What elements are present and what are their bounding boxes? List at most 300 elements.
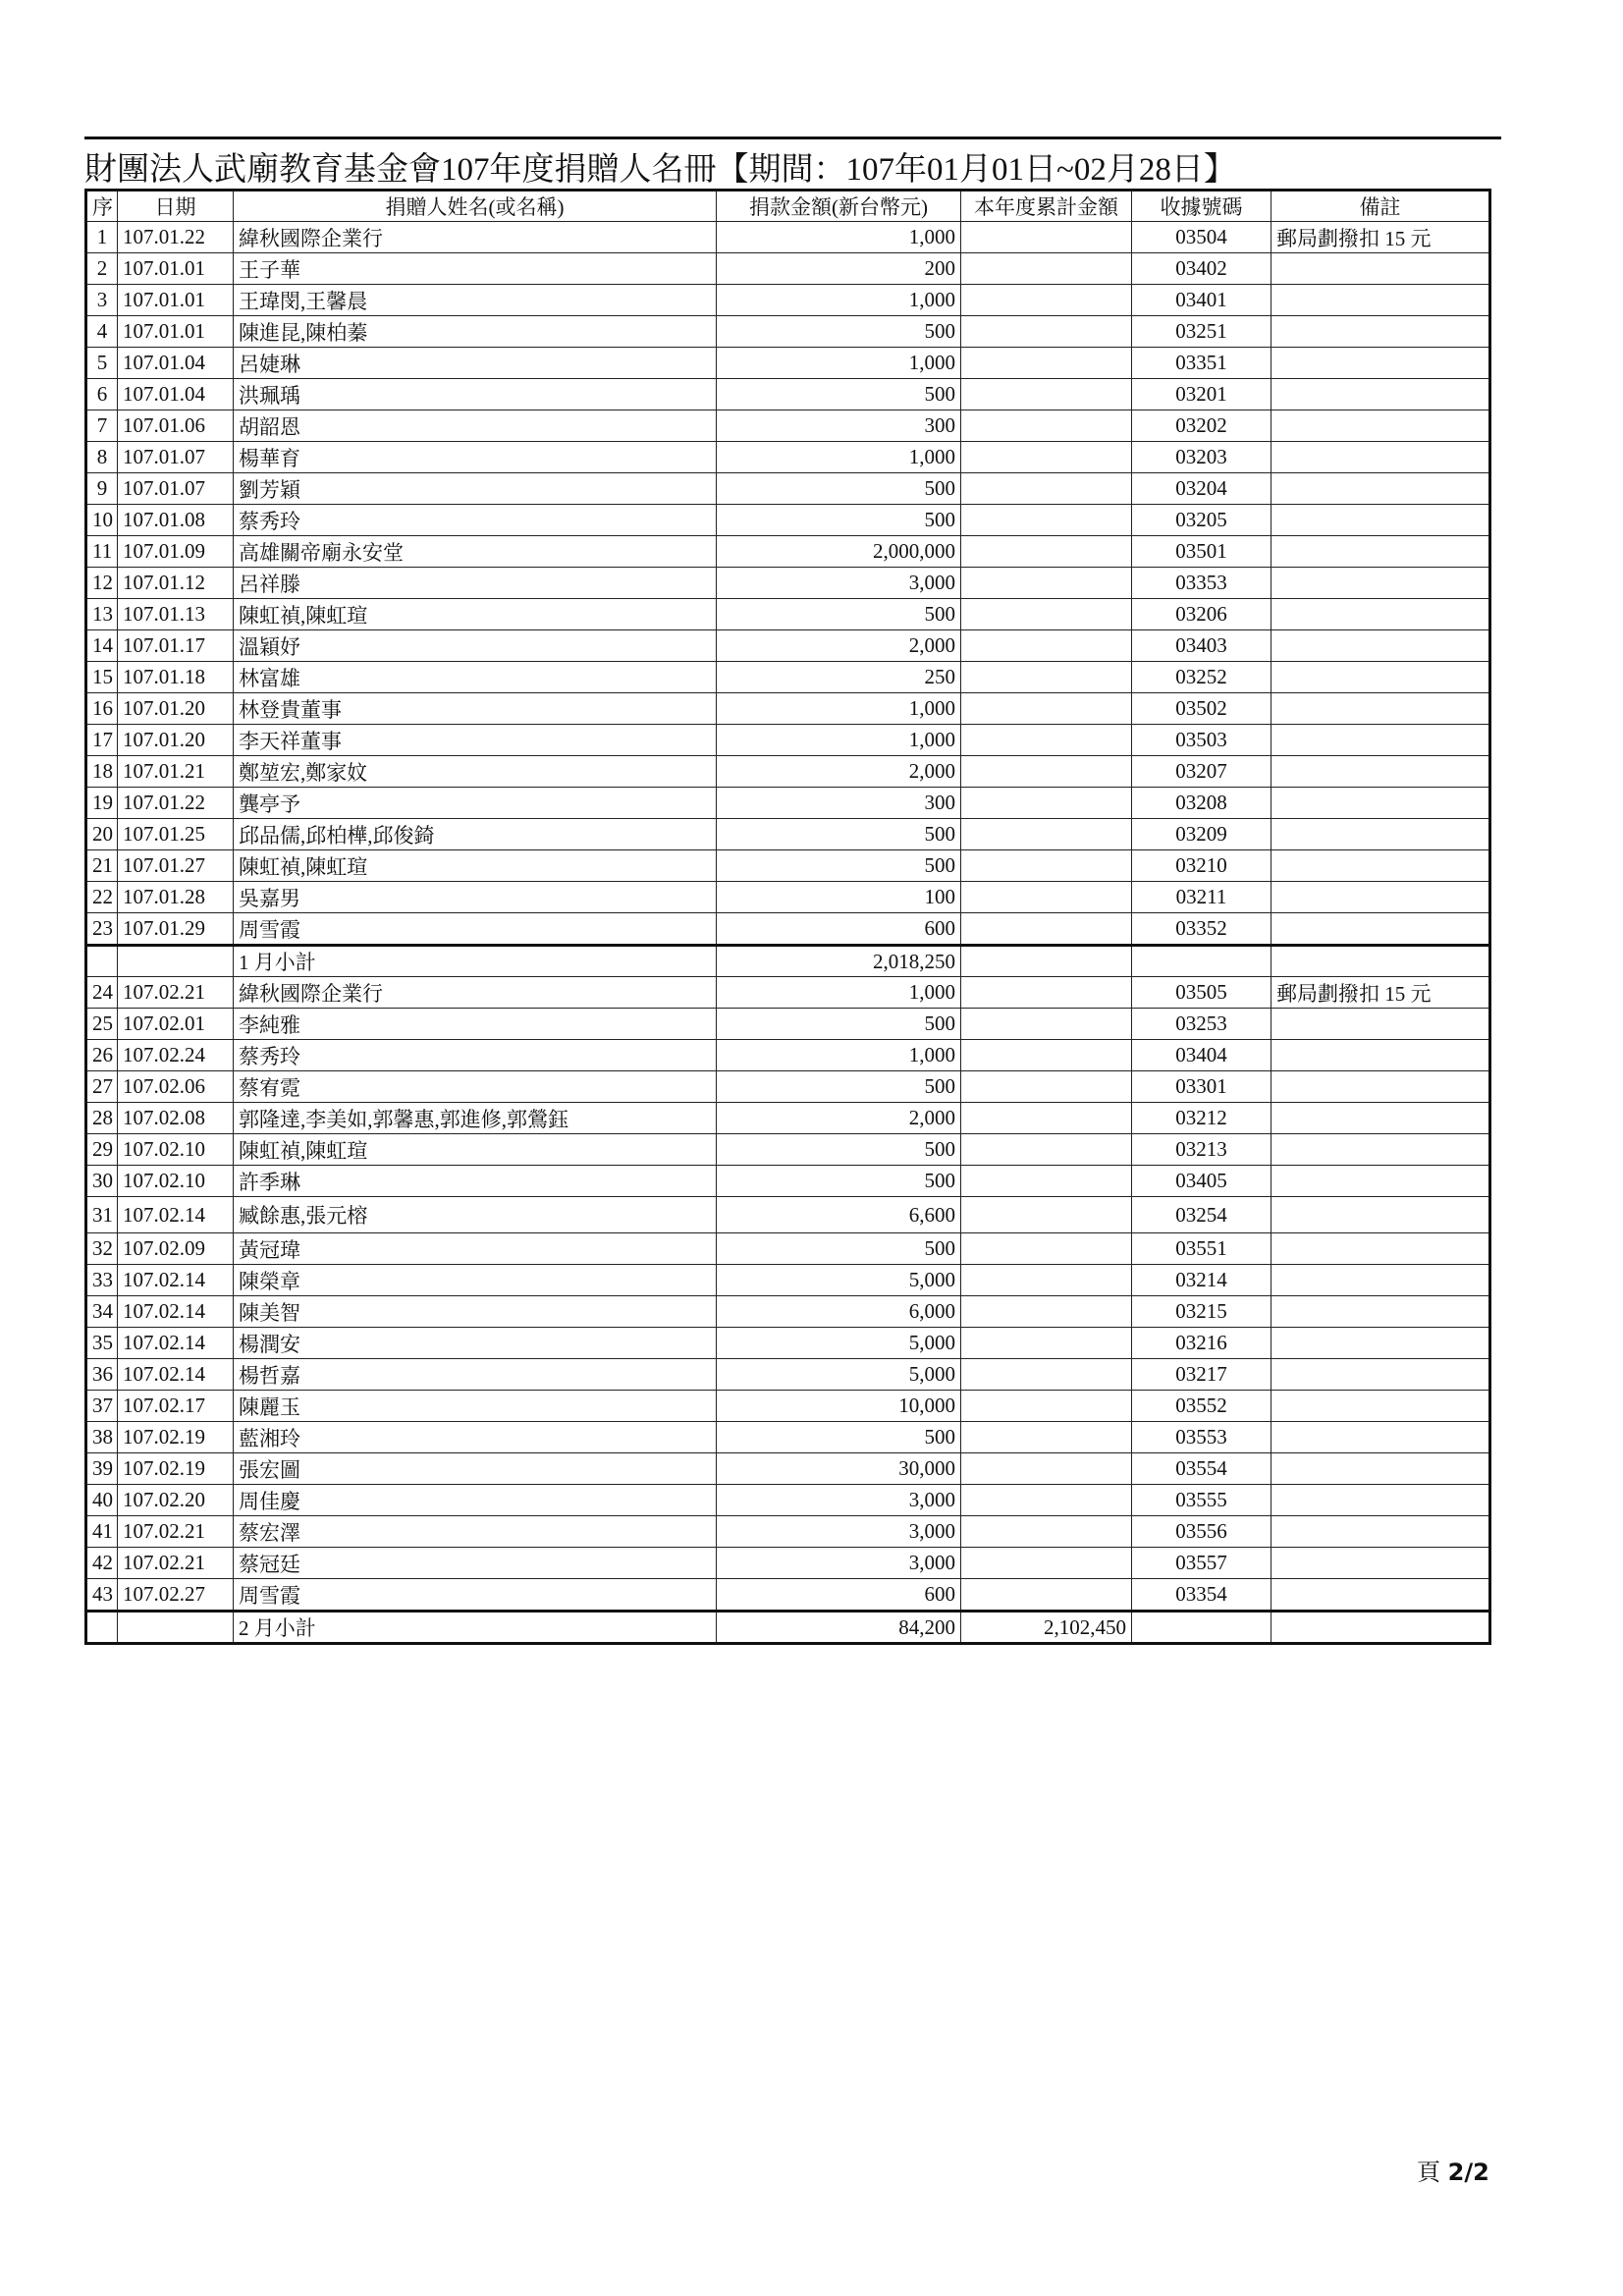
row-seq: 3 (86, 285, 118, 316)
row-date: 107.01.01 (118, 316, 234, 348)
row-seq: 7 (86, 410, 118, 442)
row-date: 107.02.10 (118, 1166, 234, 1197)
row-date: 107.02.20 (118, 1485, 234, 1516)
table-row (86, 1328, 1490, 1359)
row-note (1271, 788, 1490, 819)
row-date: 107.02.06 (118, 1071, 234, 1103)
row-date: 107.02.09 (118, 1233, 234, 1265)
row-donor-name: 高雄關帝廟永安堂 (234, 536, 717, 568)
row-amount: 5,000 (717, 1328, 961, 1359)
row-receipt: 03557 (1132, 1548, 1271, 1579)
row-seq: 38 (86, 1422, 118, 1453)
row-donor-name: 緯秋國際企業行 (234, 977, 717, 1009)
table-row (86, 693, 1490, 725)
row-cumulative (961, 1296, 1132, 1328)
row-receipt: 03254 (1132, 1197, 1271, 1233)
row-note (1271, 1548, 1490, 1579)
row-seq: 35 (86, 1328, 118, 1359)
row-receipt: 03211 (1132, 882, 1271, 913)
table-row (86, 756, 1490, 788)
row-amount: 1,000 (717, 693, 961, 725)
row-seq: 43 (86, 1579, 118, 1612)
row-receipt: 03212 (1132, 1103, 1271, 1134)
row-receipt: 03401 (1132, 285, 1271, 316)
row-note (1271, 1296, 1490, 1328)
row-date: 107.01.07 (118, 442, 234, 473)
row-date: 107.02.21 (118, 1516, 234, 1548)
row-receipt: 03402 (1132, 253, 1271, 285)
row-date: 107.01.01 (118, 285, 234, 316)
page-number: 2/2 (1447, 2159, 1489, 2186)
row-seq: 9 (86, 473, 118, 505)
row-date: 107.01.27 (118, 850, 234, 882)
row-seq: 12 (86, 568, 118, 599)
table-row (86, 1359, 1490, 1391)
row-note (1271, 473, 1490, 505)
row-note (1271, 725, 1490, 756)
row-date: 107.02.14 (118, 1328, 234, 1359)
row-seq: 41 (86, 1516, 118, 1548)
row-seq: 29 (86, 1134, 118, 1166)
row-seq: 33 (86, 1265, 118, 1296)
row-date: 107.01.20 (118, 725, 234, 756)
row-date: 107.02.14 (118, 1197, 234, 1233)
row-donor-name: 陳榮章 (234, 1265, 717, 1296)
row-donor-name: 蔡冠廷 (234, 1548, 717, 1579)
row-amount: 250 (717, 662, 961, 693)
row-amount: 2,018,250 (717, 946, 961, 977)
row-cumulative (961, 599, 1132, 630)
row-receipt: 03556 (1132, 1516, 1271, 1548)
table-row (86, 882, 1490, 913)
row-seq: 31 (86, 1197, 118, 1233)
row-amount: 500 (717, 1422, 961, 1453)
row-donor-name: 楊潤安 (234, 1328, 717, 1359)
table-row (86, 1453, 1490, 1485)
table-row (86, 536, 1490, 568)
row-cumulative (961, 662, 1132, 693)
row-donor-name: 許季琳 (234, 1166, 717, 1197)
row-donor-name: 陳進昆,陳柏蓁 (234, 316, 717, 348)
subtotal-row (86, 946, 1490, 977)
row-receipt: 03214 (1132, 1265, 1271, 1296)
row-amount: 500 (717, 599, 961, 630)
table-row (86, 1197, 1490, 1233)
row-amount: 2,000 (717, 1103, 961, 1134)
row-note (1271, 1265, 1490, 1296)
row-receipt: 03403 (1132, 630, 1271, 662)
row-note (1271, 1422, 1490, 1453)
header-donor-name: 捐贈人姓名(或名稱) (234, 191, 717, 222)
row-amount: 1,000 (717, 222, 961, 253)
row-donor-name: 呂婕琳 (234, 348, 717, 379)
donor-table (84, 189, 1491, 1645)
row-cumulative (961, 1071, 1132, 1103)
row-receipt: 03207 (1132, 756, 1271, 788)
row-receipt: 03204 (1132, 473, 1271, 505)
row-date: 107.01.21 (118, 756, 234, 788)
row-cumulative (961, 222, 1132, 253)
row-seq: 20 (86, 819, 118, 850)
row-seq: 8 (86, 442, 118, 473)
row-donor-name: 蔡秀玲 (234, 505, 717, 536)
row-date: 107.01.28 (118, 882, 234, 913)
row-amount: 30,000 (717, 1453, 961, 1485)
row-date: 107.02.08 (118, 1103, 234, 1134)
row-donor-name: 陳麗玉 (234, 1391, 717, 1422)
row-donor-name: 龔亭予 (234, 788, 717, 819)
table-row (86, 222, 1490, 253)
table-row (86, 568, 1490, 599)
row-date: 107.02.14 (118, 1265, 234, 1296)
row-seq: 26 (86, 1040, 118, 1071)
row-note (1271, 819, 1490, 850)
row-cumulative (961, 1134, 1132, 1166)
table-row (86, 1579, 1490, 1612)
row-donor-name: 林富雄 (234, 662, 717, 693)
row-receipt: 03552 (1132, 1391, 1271, 1422)
row-date: 107.01.22 (118, 788, 234, 819)
row-date: 107.01.09 (118, 536, 234, 568)
row-receipt: 03502 (1132, 693, 1271, 725)
row-receipt: 03501 (1132, 536, 1271, 568)
row-receipt: 03209 (1132, 819, 1271, 850)
row-donor-name: 周雪霞 (234, 1579, 717, 1612)
row-cumulative (961, 913, 1132, 946)
header-cumulative: 本年度累計金額 (961, 191, 1132, 222)
row-receipt: 03203 (1132, 442, 1271, 473)
row-date: 107.01.07 (118, 473, 234, 505)
row-amount: 500 (717, 473, 961, 505)
table-row (86, 442, 1490, 473)
row-amount: 500 (717, 316, 961, 348)
row-date: 107.01.12 (118, 568, 234, 599)
row-donor-name: 楊華育 (234, 442, 717, 473)
row-date: 107.02.27 (118, 1579, 234, 1612)
row-amount: 500 (717, 505, 961, 536)
row-donor-name: 王子華 (234, 253, 717, 285)
row-cumulative (961, 756, 1132, 788)
row-amount: 3,000 (717, 1485, 961, 1516)
row-note (1271, 1328, 1490, 1359)
table-row (86, 1009, 1490, 1040)
table-row (86, 379, 1490, 410)
row-donor-name: 陳虹禎,陳虹瑄 (234, 850, 717, 882)
row-seq: 6 (86, 379, 118, 410)
row-note: 郵局劃撥扣 15 元 (1271, 977, 1490, 1009)
row-seq: 37 (86, 1391, 118, 1422)
row-note (1271, 348, 1490, 379)
row-seq: 11 (86, 536, 118, 568)
row-seq: 1 (86, 222, 118, 253)
row-cumulative (961, 1485, 1132, 1516)
table-row (86, 1391, 1490, 1422)
row-amount: 1,000 (717, 285, 961, 316)
row-receipt: 03555 (1132, 1485, 1271, 1516)
row-receipt: 03215 (1132, 1296, 1271, 1328)
row-date (118, 1612, 234, 1644)
table-row (86, 253, 1490, 285)
row-donor-name: 李天祥董事 (234, 725, 717, 756)
row-receipt: 03352 (1132, 913, 1271, 946)
row-receipt: 03405 (1132, 1166, 1271, 1197)
row-seq: 13 (86, 599, 118, 630)
row-cumulative (961, 1422, 1132, 1453)
row-note: 郵局劃撥扣 15 元 (1271, 222, 1490, 253)
row-cumulative (961, 1166, 1132, 1197)
row-amount: 100 (717, 882, 961, 913)
row-donor-name: 洪珮瑀 (234, 379, 717, 410)
row-note (1271, 285, 1490, 316)
table-row (86, 1422, 1490, 1453)
row-donor-name: 吳嘉男 (234, 882, 717, 913)
row-amount: 500 (717, 819, 961, 850)
row-date: 107.02.19 (118, 1422, 234, 1453)
table-row (86, 1516, 1490, 1548)
row-cumulative (961, 253, 1132, 285)
row-date: 107.01.29 (118, 913, 234, 946)
row-note (1271, 850, 1490, 882)
row-receipt (1132, 1612, 1271, 1644)
row-seq: 25 (86, 1009, 118, 1040)
row-receipt: 03551 (1132, 1233, 1271, 1265)
title-rule (84, 137, 1501, 139)
row-date: 107.02.14 (118, 1296, 234, 1328)
row-cumulative (961, 630, 1132, 662)
row-amount: 1,000 (717, 977, 961, 1009)
row-note (1271, 1516, 1490, 1548)
row-date (118, 946, 234, 977)
row-donor-name: 劉芳穎 (234, 473, 717, 505)
row-receipt: 03503 (1132, 725, 1271, 756)
row-cumulative (961, 285, 1132, 316)
row-receipt: 03202 (1132, 410, 1271, 442)
row-cumulative (961, 850, 1132, 882)
row-seq: 24 (86, 977, 118, 1009)
row-date: 107.01.22 (118, 222, 234, 253)
row-receipt: 03404 (1132, 1040, 1271, 1071)
row-seq: 23 (86, 913, 118, 946)
row-amount: 2,000 (717, 756, 961, 788)
row-receipt: 03505 (1132, 977, 1271, 1009)
row-donor-name: 周雪霞 (234, 913, 717, 946)
row-date: 107.02.10 (118, 1134, 234, 1166)
row-seq: 10 (86, 505, 118, 536)
row-seq: 42 (86, 1548, 118, 1579)
table-row (86, 1265, 1490, 1296)
row-donor-name: 周佳慶 (234, 1485, 717, 1516)
row-date: 107.01.25 (118, 819, 234, 850)
row-note (1271, 882, 1490, 913)
row-receipt: 03353 (1132, 568, 1271, 599)
row-cumulative (961, 1516, 1132, 1548)
row-donor-name: 鄭堃宏,鄭家妏 (234, 756, 717, 788)
row-amount: 10,000 (717, 1391, 961, 1422)
row-donor-name: 蔡秀玲 (234, 1040, 717, 1071)
row-donor-name: 蔡宥霓 (234, 1071, 717, 1103)
row-date: 107.02.19 (118, 1453, 234, 1485)
table-row (86, 1071, 1490, 1103)
row-note (1271, 1579, 1490, 1612)
row-amount: 1,000 (717, 725, 961, 756)
row-cumulative (961, 348, 1132, 379)
row-donor-name: 藍湘玲 (234, 1422, 717, 1453)
table-row (86, 1166, 1490, 1197)
row-note (1271, 1233, 1490, 1265)
row-note (1271, 1166, 1490, 1197)
table-row (86, 1040, 1490, 1071)
header-note: 備註 (1271, 191, 1490, 222)
row-amount: 3,000 (717, 1548, 961, 1579)
row-donor-name: 李純雅 (234, 1009, 717, 1040)
row-seq: 16 (86, 693, 118, 725)
row-cumulative (961, 473, 1132, 505)
row-amount: 500 (717, 850, 961, 882)
page-prefix: 頁 (1417, 2159, 1440, 2186)
row-receipt: 03554 (1132, 1453, 1271, 1485)
row-note (1271, 1040, 1490, 1071)
table-row (86, 788, 1490, 819)
row-date: 107.01.08 (118, 505, 234, 536)
row-seq: 5 (86, 348, 118, 379)
row-donor-name: 陳虹禎,陳虹瑄 (234, 1134, 717, 1166)
header-amount: 捐款金額(新台幣元) (717, 191, 961, 222)
row-note (1271, 913, 1490, 946)
row-cumulative (961, 1265, 1132, 1296)
row-amount: 500 (717, 1071, 961, 1103)
row-amount: 84,200 (717, 1612, 961, 1644)
row-cumulative (961, 1197, 1132, 1233)
row-amount: 5,000 (717, 1359, 961, 1391)
table-row (86, 505, 1490, 536)
row-donor-name: 王瑋閔,王馨晨 (234, 285, 717, 316)
row-donor-name: 黃冠瑋 (234, 1233, 717, 1265)
row-date: 107.01.17 (118, 630, 234, 662)
row-receipt: 03251 (1132, 316, 1271, 348)
row-date: 107.01.13 (118, 599, 234, 630)
row-note (1271, 536, 1490, 568)
row-note (1271, 756, 1490, 788)
page-indicator (1417, 2153, 1489, 2187)
row-note (1271, 1485, 1490, 1516)
row-receipt: 03354 (1132, 1579, 1271, 1612)
row-receipt: 03252 (1132, 662, 1271, 693)
row-cumulative (961, 536, 1132, 568)
row-seq: 21 (86, 850, 118, 882)
row-note (1271, 1009, 1490, 1040)
row-note (1271, 316, 1490, 348)
row-cumulative (961, 946, 1132, 977)
row-cumulative (961, 1548, 1132, 1579)
row-cumulative (961, 1040, 1132, 1071)
row-date: 107.01.01 (118, 253, 234, 285)
row-donor-name: 1 月小計 (234, 946, 717, 977)
row-amount: 1,000 (717, 442, 961, 473)
row-receipt: 03351 (1132, 348, 1271, 379)
row-cumulative (961, 442, 1132, 473)
row-amount: 300 (717, 410, 961, 442)
row-date: 107.02.01 (118, 1009, 234, 1040)
table-row (86, 348, 1490, 379)
row-cumulative (961, 379, 1132, 410)
row-note (1271, 662, 1490, 693)
row-donor-name: 陳虹禎,陳虹瑄 (234, 599, 717, 630)
row-amount: 1,000 (717, 348, 961, 379)
table-row (86, 913, 1490, 946)
row-note (1271, 253, 1490, 285)
row-amount: 500 (717, 1009, 961, 1040)
row-donor-name: 緯秋國際企業行 (234, 222, 717, 253)
row-donor-name: 陳美智 (234, 1296, 717, 1328)
row-note (1271, 1197, 1490, 1233)
row-receipt: 03553 (1132, 1422, 1271, 1453)
row-amount: 500 (717, 379, 961, 410)
table-header-row (86, 191, 1490, 222)
table-row (86, 630, 1490, 662)
row-seq: 14 (86, 630, 118, 662)
row-donor-name: 2 月小計 (234, 1612, 717, 1644)
row-cumulative (961, 1009, 1132, 1040)
row-seq: 18 (86, 756, 118, 788)
row-amount: 2,000,000 (717, 536, 961, 568)
row-note (1271, 1134, 1490, 1166)
row-cumulative (961, 1103, 1132, 1134)
row-note (1271, 1453, 1490, 1485)
row-cumulative (961, 882, 1132, 913)
row-seq: 19 (86, 788, 118, 819)
table-row (86, 725, 1490, 756)
table-row (86, 850, 1490, 882)
row-seq: 17 (86, 725, 118, 756)
subtotal-row (86, 1612, 1490, 1644)
row-cumulative (961, 1391, 1132, 1422)
row-receipt: 03504 (1132, 222, 1271, 253)
row-receipt (1132, 946, 1271, 977)
row-amount: 500 (717, 1166, 961, 1197)
table-row (86, 410, 1490, 442)
row-seq: 15 (86, 662, 118, 693)
row-note (1271, 442, 1490, 473)
row-cumulative (961, 819, 1132, 850)
row-cumulative (961, 977, 1132, 1009)
row-receipt: 03201 (1132, 379, 1271, 410)
row-cumulative (961, 316, 1132, 348)
row-date: 107.01.18 (118, 662, 234, 693)
document-title: 財團法人武廟教育基金會107年度捐贈人名冊【期間：107年01月01日~02月28日】 (84, 152, 1236, 188)
table-row (86, 977, 1490, 1009)
row-cumulative (961, 788, 1132, 819)
row-cumulative (961, 1579, 1132, 1612)
row-receipt: 03210 (1132, 850, 1271, 882)
row-donor-name: 呂祥滕 (234, 568, 717, 599)
row-amount: 500 (717, 1134, 961, 1166)
row-amount: 600 (717, 913, 961, 946)
row-note (1271, 1359, 1490, 1391)
row-note (1271, 630, 1490, 662)
row-amount: 1,000 (717, 1040, 961, 1071)
table-row (86, 1548, 1490, 1579)
table-row (86, 1103, 1490, 1134)
row-note (1271, 505, 1490, 536)
table-row (86, 599, 1490, 630)
table-row (86, 1233, 1490, 1265)
row-amount: 6,000 (717, 1296, 961, 1328)
row-donor-name: 胡韶恩 (234, 410, 717, 442)
row-donor-name: 蔡宏澤 (234, 1516, 717, 1548)
row-donor-name: 楊哲嘉 (234, 1359, 717, 1391)
row-cumulative (961, 693, 1132, 725)
row-seq: 28 (86, 1103, 118, 1134)
